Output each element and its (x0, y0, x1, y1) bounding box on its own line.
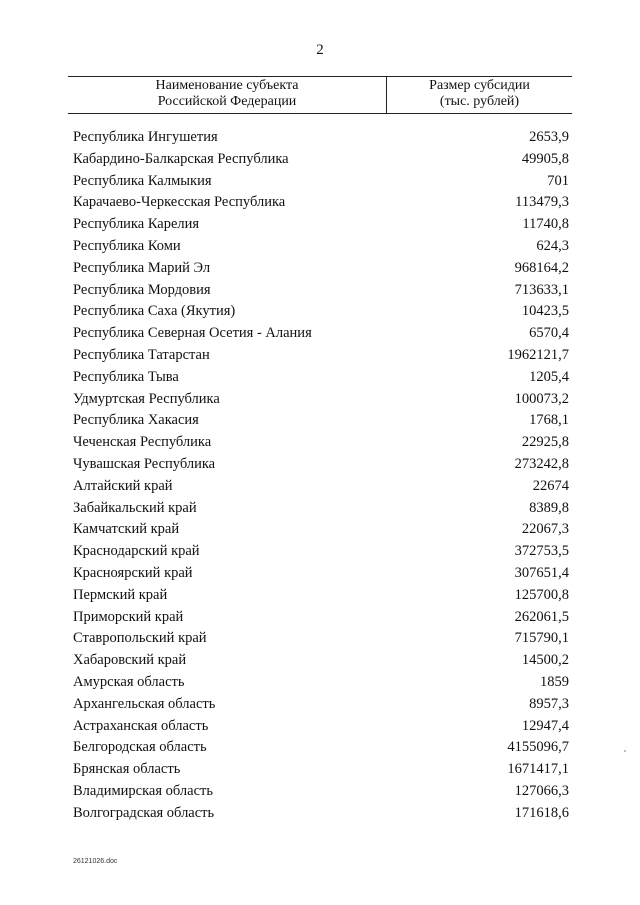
table-row (73, 367, 569, 389)
region-name: Краснодарский край (73, 543, 200, 560)
header-region-name-line-2: Российской Федерации (157, 94, 297, 109)
region-name: Брянская область (73, 761, 181, 778)
subsidy-amount: 2653,9 (529, 129, 569, 145)
subsidy-amount: 113479,3 (515, 194, 569, 211)
subsidy-amount: 307651,4 (514, 564, 569, 581)
page-number: 2 (316, 42, 324, 58)
region-name: Камчатский край (73, 521, 180, 538)
region-name: Архангельская область (73, 695, 216, 712)
table-header (68, 76, 572, 114)
region-name: Владимирская область (73, 782, 213, 799)
region-name: Республика Карелия (73, 216, 200, 233)
table-row (73, 628, 569, 650)
table-row (73, 214, 569, 236)
subsidy-amount: 713633,1 (514, 281, 569, 298)
region-name: Республика Хакасия (73, 412, 199, 429)
subsidy-table-body (73, 127, 569, 825)
region-name: Пермский край (73, 586, 168, 603)
table-row (73, 519, 569, 541)
header-subsidy-amount (387, 77, 572, 113)
subsidy-amount: 22067,3 (521, 521, 569, 538)
subsidy-amount: 701 (547, 172, 569, 189)
table-row (73, 389, 569, 411)
subsidy-amount: 1671417,1 (507, 761, 569, 778)
header-subsidy-amount-line-1: Размер субсидии (429, 78, 530, 93)
region-name: Республика Саха (Якутия) (73, 303, 236, 320)
header-region-name-line-1: Наименование субъекта (155, 78, 299, 93)
subsidy-amount: 100073,2 (514, 390, 569, 407)
subsidy-amount: 171618,6 (514, 804, 569, 821)
table-row (73, 345, 569, 367)
table-row (73, 323, 569, 345)
table-row (73, 607, 569, 629)
region-name: Белгородская область (73, 739, 207, 756)
region-name: Ставропольский край (73, 630, 207, 647)
margin-mark (624, 750, 626, 752)
subsidy-amount: 14500,2 (521, 652, 569, 669)
region-name: Приморский край (73, 608, 184, 625)
subsidy-amount: 968164,2 (514, 259, 569, 276)
table-row (73, 410, 569, 432)
region-name: Республика Мордовия (73, 281, 211, 298)
table-row (73, 236, 569, 258)
region-name: Красноярский край (73, 564, 193, 581)
table-row (73, 127, 569, 149)
table-row (73, 563, 569, 585)
subsidy-amount: 8389,8 (529, 499, 569, 516)
region-name: Волгоградская область (73, 804, 215, 821)
subsidy-amount: 22925,8 (521, 434, 569, 451)
subsidy-amount: 624,3 (536, 237, 569, 254)
region-name: Удмуртская Республика (73, 390, 220, 407)
subsidy-amount: 125700,8 (514, 586, 569, 603)
table-row (73, 476, 569, 498)
table-row (73, 171, 569, 193)
region-name: Хабаровский край (73, 652, 187, 669)
table-row (73, 432, 569, 454)
region-name: Республика Тыва (73, 368, 179, 385)
subsidy-amount: 715790,1 (514, 630, 569, 647)
subsidy-amount: 6570,4 (529, 325, 569, 342)
table-row (73, 737, 569, 759)
header-region-name (68, 77, 387, 113)
subsidy-amount: 1859 (540, 673, 569, 690)
subsidy-amount: 12947,4 (521, 717, 569, 734)
subsidy-amount: 262061,5 (514, 608, 569, 625)
document-filename: 26121026.doc (73, 858, 118, 865)
table-row (73, 454, 569, 476)
region-name: Республика Северная Осетия - Алания (73, 325, 312, 342)
table-row (73, 192, 569, 214)
table-row (73, 716, 569, 738)
region-name: Кабардино-Балкарская Республика (73, 150, 289, 167)
table-row (73, 781, 569, 803)
region-name: Алтайский край (73, 477, 173, 494)
header-subsidy-amount-line-2: (тыс. рублей) (439, 94, 520, 109)
region-name: Республика Калмыкия (73, 172, 212, 189)
table-row (73, 149, 569, 171)
region-name: Амурская область (73, 673, 185, 690)
subsidy-amount: 49905,8 (521, 150, 569, 167)
region-name: Республика Ингушетия (73, 129, 218, 145)
table-row (73, 301, 569, 323)
table-row (73, 280, 569, 302)
region-name: Республика Татарстан (73, 346, 210, 363)
subsidy-amount: 1962121,7 (507, 346, 569, 363)
subsidy-amount: 22674 (532, 477, 569, 494)
region-name: Республика Марий Эл (73, 259, 211, 276)
table-row (73, 258, 569, 280)
subsidy-amount: 1205,4 (529, 368, 569, 385)
subsidy-amount: 11740,8 (522, 216, 569, 233)
region-name: Чеченская Республика (73, 434, 212, 451)
subsidy-amount: 372753,5 (514, 543, 569, 560)
subsidy-amount: 8957,3 (529, 695, 569, 712)
subsidy-amount: 4155096,7 (507, 739, 569, 756)
region-name: Чувашская Республика (73, 455, 216, 472)
table-row (73, 803, 569, 825)
table-row (73, 541, 569, 563)
subsidy-amount: 127066,3 (514, 782, 569, 799)
subsidy-amount: 273242,8 (514, 455, 569, 472)
table-row (73, 585, 569, 607)
subsidy-amount: 1768,1 (529, 412, 569, 429)
table-row (73, 759, 569, 781)
region-name: Республика Коми (73, 237, 181, 254)
table-row (73, 672, 569, 694)
region-name: Астраханская область (73, 717, 209, 734)
region-name: Карачаево-Черкесская Республика (73, 194, 286, 211)
table-row (73, 650, 569, 672)
table-row (73, 694, 569, 716)
table-row (73, 498, 569, 520)
subsidy-amount: 10423,5 (521, 303, 569, 320)
region-name: Забайкальский край (73, 499, 197, 516)
